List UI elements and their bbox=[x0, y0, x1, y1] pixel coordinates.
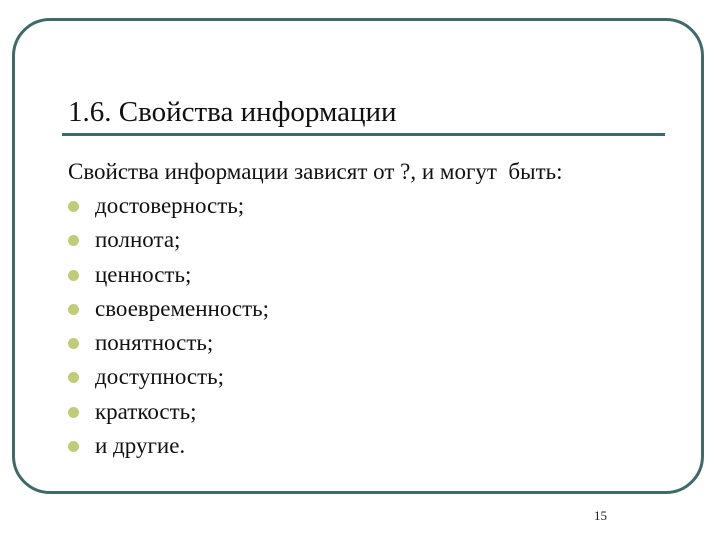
list-item-label: своевременность; bbox=[95, 295, 270, 321]
bullet-dot-icon bbox=[68, 407, 79, 418]
bullet-dot-icon bbox=[68, 201, 79, 212]
list-item-label: понятность; bbox=[95, 330, 214, 356]
bullet-dot-icon bbox=[68, 441, 79, 452]
list-item-label: краткость; bbox=[95, 398, 197, 424]
list-item-label: полнота; bbox=[95, 227, 181, 253]
intro-text: Свойства информации зависят от ?, и могут быть: bbox=[68, 159, 563, 184]
bullet-dot-icon bbox=[68, 270, 79, 281]
list-item-label: доступность; bbox=[95, 364, 225, 390]
slide-title: 1.6. Свойства информации bbox=[68, 96, 397, 128]
list-item-label: и другие. bbox=[95, 433, 186, 459]
title-divider bbox=[62, 133, 665, 136]
list-item-label: достоверность; bbox=[95, 193, 245, 218]
bullet-dot-icon bbox=[68, 304, 79, 315]
page-number: 15 bbox=[594, 508, 607, 523]
list-item-label: ценность; bbox=[95, 261, 192, 287]
